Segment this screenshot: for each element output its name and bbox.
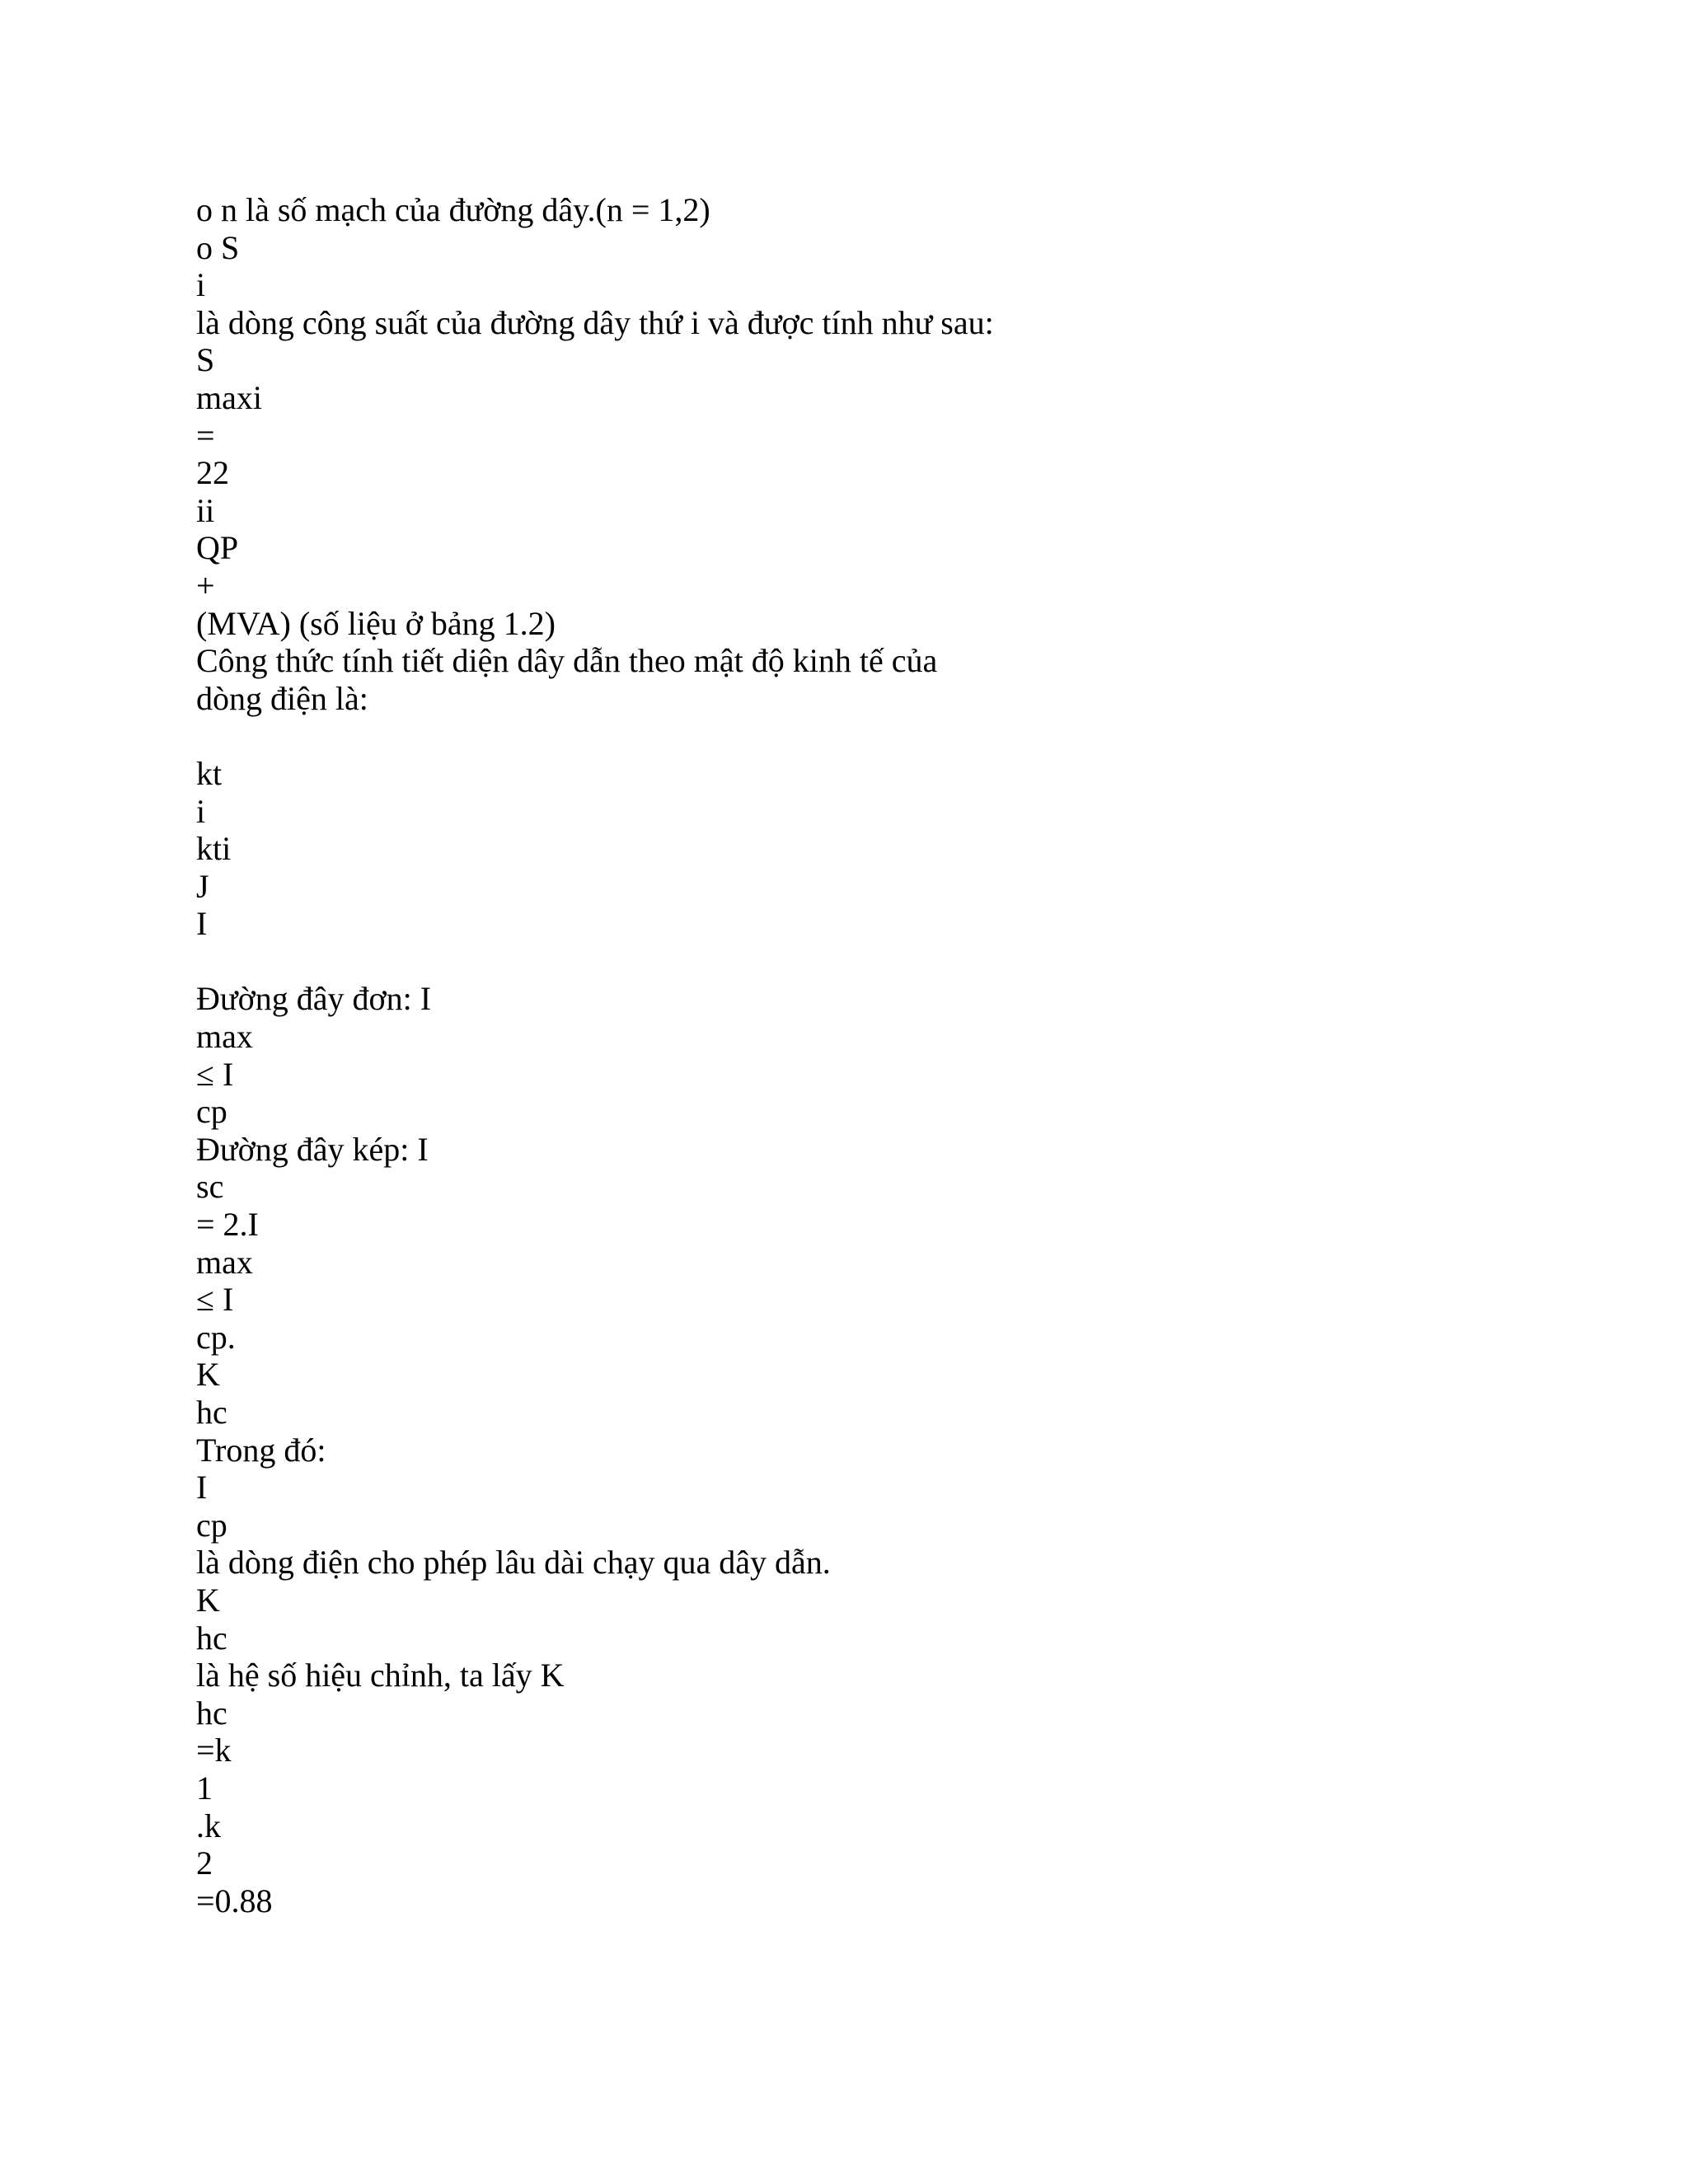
text-line: sc — [196, 1168, 224, 1206]
text-line: ≤ I — [196, 1281, 234, 1319]
text-line: = — [196, 416, 215, 454]
text-line: max — [196, 1243, 253, 1281]
blank-line — [196, 943, 1597, 981]
text-line: .k — [196, 1807, 221, 1844]
text-line: Trong đó: — [196, 1431, 326, 1469]
text-line: hc — [196, 1694, 227, 1732]
text-line: là hệ số hiệu chỉnh, ta lấy K — [196, 1657, 565, 1694]
text-line: 22 — [196, 454, 229, 492]
text-line: ≤ I — [196, 1055, 234, 1093]
text-line: I — [196, 905, 208, 943]
text-line: 1 — [196, 1769, 213, 1807]
text-line: là dòng điện cho phép lâu dài chạy qua dây dẫn. — [196, 1544, 831, 1582]
text-line: Công thức tính tiết diện dây dẫn theo mật độ kinh tế của — [196, 642, 938, 680]
document-text — [196, 191, 1597, 1919]
text-line: kt — [196, 754, 223, 792]
blank-line — [196, 717, 1597, 755]
text-line: I — [196, 1469, 208, 1507]
text-line: 2 — [196, 1844, 213, 1882]
text-line: S — [196, 341, 215, 379]
text-line: maxi — [196, 378, 262, 416]
text-line: K — [196, 1581, 220, 1619]
text-line: Đường đây kép: I — [196, 1130, 429, 1168]
text-line: o n là số mạch của đường dây.(n = 1,2) — [196, 191, 710, 228]
text-line: = 2.I — [196, 1206, 259, 1244]
text-line: =k — [196, 1732, 232, 1769]
text-line: max — [196, 1018, 253, 1056]
text-line: =0.88 — [196, 1882, 273, 1919]
text-line: QP — [196, 529, 239, 567]
text-line: hc — [196, 1619, 227, 1657]
text-line: cp. — [196, 1318, 236, 1356]
text-line: + — [196, 566, 215, 604]
text-line: hc — [196, 1394, 227, 1431]
text-line: kti — [196, 830, 232, 868]
text-line: i — [196, 792, 206, 830]
text-line: ii — [196, 491, 215, 529]
text-line: dòng điện là: — [196, 679, 368, 717]
text-line: J — [196, 867, 209, 905]
text-line: (MVA) (số liệu ở bảng 1.2) — [196, 604, 556, 642]
text-line: i — [196, 266, 206, 304]
text-line: K — [196, 1356, 220, 1394]
text-line: cp — [196, 1506, 227, 1544]
text-line: Đường đây đơn: I — [196, 980, 432, 1018]
text-line: o S — [196, 228, 240, 266]
text-line: cp — [196, 1093, 227, 1131]
text-line: là dòng công suất của đường dây thứ i và được tính như sau: — [196, 303, 994, 341]
